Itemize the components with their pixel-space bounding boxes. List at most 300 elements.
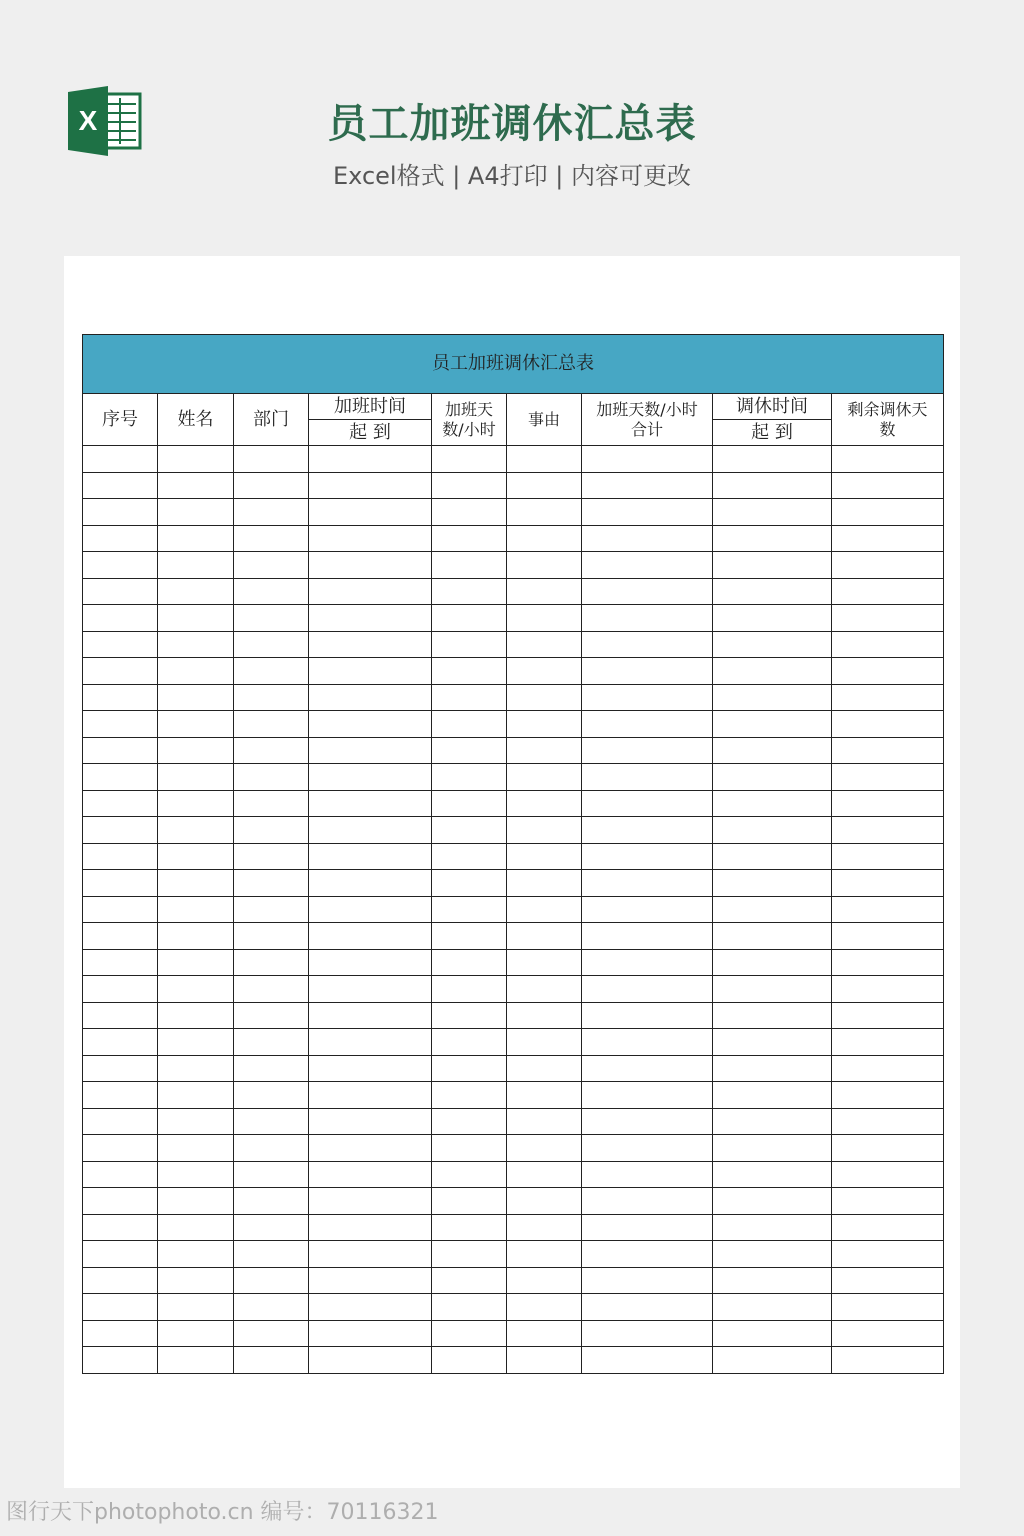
table-cell[interactable]: [832, 790, 944, 817]
table-cell[interactable]: [83, 1294, 158, 1321]
table-cell[interactable]: [582, 1055, 713, 1082]
table-cell[interactable]: [309, 976, 432, 1003]
table-cell[interactable]: [582, 1241, 713, 1268]
table-cell[interactable]: [83, 923, 158, 950]
table-cell[interactable]: [309, 870, 432, 897]
table-cell[interactable]: [83, 499, 158, 526]
table-cell[interactable]: [158, 711, 234, 738]
table-cell[interactable]: [234, 631, 309, 658]
table-cell[interactable]: [309, 1241, 432, 1268]
table-cell[interactable]: [713, 1188, 832, 1215]
table-cell[interactable]: [713, 684, 832, 711]
table-cell[interactable]: [832, 525, 944, 552]
table-cell[interactable]: [432, 817, 507, 844]
table-cell[interactable]: [582, 472, 713, 499]
table-cell[interactable]: [582, 552, 713, 579]
table-cell[interactable]: [309, 499, 432, 526]
table-cell[interactable]: [432, 976, 507, 1003]
table-cell[interactable]: [83, 1002, 158, 1029]
table-cell[interactable]: [234, 552, 309, 579]
table-cell[interactable]: [234, 976, 309, 1003]
table-cell[interactable]: [309, 843, 432, 870]
table-cell[interactable]: [234, 605, 309, 632]
table-cell[interactable]: [507, 472, 582, 499]
table-cell[interactable]: [507, 525, 582, 552]
table-cell[interactable]: [83, 843, 158, 870]
table-cell[interactable]: [309, 1108, 432, 1135]
table-cell[interactable]: [582, 578, 713, 605]
table-cell[interactable]: [713, 1294, 832, 1321]
table-cell[interactable]: [713, 976, 832, 1003]
table-cell[interactable]: [582, 499, 713, 526]
table-cell[interactable]: [582, 1267, 713, 1294]
table-cell[interactable]: [713, 843, 832, 870]
table-cell[interactable]: [507, 552, 582, 579]
table-cell[interactable]: [713, 1002, 832, 1029]
table-cell[interactable]: [832, 976, 944, 1003]
table-cell[interactable]: [158, 1082, 234, 1109]
table-cell[interactable]: [234, 1161, 309, 1188]
table-cell[interactable]: [832, 1161, 944, 1188]
table-cell[interactable]: [432, 843, 507, 870]
table-cell[interactable]: [309, 949, 432, 976]
table-cell[interactable]: [507, 1241, 582, 1268]
table-cell[interactable]: [309, 605, 432, 632]
table-cell[interactable]: [713, 1055, 832, 1082]
table-cell[interactable]: [158, 949, 234, 976]
table-cell[interactable]: [234, 1082, 309, 1109]
table-cell[interactable]: [158, 1347, 234, 1374]
table-cell[interactable]: [507, 764, 582, 791]
table-cell[interactable]: [582, 1135, 713, 1162]
table-cell[interactable]: [432, 1320, 507, 1347]
table-cell[interactable]: [83, 870, 158, 897]
table-cell[interactable]: [309, 684, 432, 711]
table-cell[interactable]: [507, 1347, 582, 1374]
table-cell[interactable]: [713, 870, 832, 897]
table-cell[interactable]: [234, 764, 309, 791]
table-cell[interactable]: [83, 711, 158, 738]
table-cell[interactable]: [309, 1188, 432, 1215]
table-cell[interactable]: [234, 923, 309, 950]
table-cell[interactable]: [582, 446, 713, 473]
table-cell[interactable]: [309, 923, 432, 950]
table-cell[interactable]: [507, 790, 582, 817]
table-cell[interactable]: [582, 870, 713, 897]
table-cell[interactable]: [713, 605, 832, 632]
table-cell[interactable]: [83, 737, 158, 764]
table-cell[interactable]: [582, 1347, 713, 1374]
table-cell[interactable]: [158, 923, 234, 950]
table-cell[interactable]: [83, 1161, 158, 1188]
table-cell[interactable]: [582, 1082, 713, 1109]
table-cell[interactable]: [158, 1002, 234, 1029]
table-cell[interactable]: [234, 1188, 309, 1215]
table-cell[interactable]: [507, 605, 582, 632]
table-cell[interactable]: [83, 631, 158, 658]
table-cell[interactable]: [234, 446, 309, 473]
table-cell[interactable]: [507, 446, 582, 473]
table-cell[interactable]: [83, 764, 158, 791]
table-cell[interactable]: [832, 658, 944, 685]
table-cell[interactable]: [234, 525, 309, 552]
table-cell[interactable]: [507, 1188, 582, 1215]
table-cell[interactable]: [582, 1214, 713, 1241]
table-cell[interactable]: [832, 1135, 944, 1162]
table-cell[interactable]: [832, 1241, 944, 1268]
table-cell[interactable]: [234, 658, 309, 685]
table-cell[interactable]: [158, 1320, 234, 1347]
table-cell[interactable]: [713, 525, 832, 552]
table-cell[interactable]: [713, 578, 832, 605]
table-cell[interactable]: [158, 472, 234, 499]
table-cell[interactable]: [158, 658, 234, 685]
table-cell[interactable]: [832, 552, 944, 579]
table-cell[interactable]: [432, 1214, 507, 1241]
table-cell[interactable]: [582, 737, 713, 764]
table-cell[interactable]: [309, 1214, 432, 1241]
table-cell[interactable]: [158, 684, 234, 711]
table-cell[interactable]: [507, 1267, 582, 1294]
table-cell[interactable]: [432, 1002, 507, 1029]
table-cell[interactable]: [507, 1294, 582, 1321]
table-cell[interactable]: [83, 896, 158, 923]
table-cell[interactable]: [832, 684, 944, 711]
table-cell[interactable]: [234, 499, 309, 526]
table-cell[interactable]: [832, 764, 944, 791]
table-cell[interactable]: [507, 578, 582, 605]
table-cell[interactable]: [832, 737, 944, 764]
table-cell[interactable]: [582, 525, 713, 552]
table-cell[interactable]: [832, 870, 944, 897]
table-cell[interactable]: [309, 1029, 432, 1056]
table-cell[interactable]: [507, 631, 582, 658]
table-cell[interactable]: [713, 764, 832, 791]
table-cell[interactable]: [309, 1135, 432, 1162]
table-cell[interactable]: [158, 1161, 234, 1188]
table-cell[interactable]: [582, 631, 713, 658]
table-cell[interactable]: [83, 817, 158, 844]
table-cell[interactable]: [713, 1347, 832, 1374]
table-cell[interactable]: [582, 976, 713, 1003]
table-cell[interactable]: [234, 472, 309, 499]
table-cell[interactable]: [507, 870, 582, 897]
table-cell[interactable]: [832, 1214, 944, 1241]
table-cell[interactable]: [582, 1161, 713, 1188]
table-cell[interactable]: [309, 896, 432, 923]
table-cell[interactable]: [309, 711, 432, 738]
table-cell[interactable]: [83, 1029, 158, 1056]
table-cell[interactable]: [432, 1055, 507, 1082]
table-cell[interactable]: [309, 1055, 432, 1082]
table-cell[interactable]: [158, 1055, 234, 1082]
table-cell[interactable]: [713, 1267, 832, 1294]
table-cell[interactable]: [83, 1214, 158, 1241]
table-cell[interactable]: [713, 658, 832, 685]
table-cell[interactable]: [507, 1029, 582, 1056]
table-cell[interactable]: [83, 1241, 158, 1268]
table-cell[interactable]: [432, 896, 507, 923]
table-cell[interactable]: [309, 790, 432, 817]
table-cell[interactable]: [158, 1241, 234, 1268]
table-cell[interactable]: [713, 446, 832, 473]
table-cell[interactable]: [158, 525, 234, 552]
table-cell[interactable]: [83, 605, 158, 632]
table-cell[interactable]: [582, 896, 713, 923]
table-cell[interactable]: [832, 446, 944, 473]
table-cell[interactable]: [234, 1214, 309, 1241]
table-cell[interactable]: [432, 1029, 507, 1056]
table-cell[interactable]: [432, 1267, 507, 1294]
table-cell[interactable]: [507, 499, 582, 526]
table-cell[interactable]: [158, 1029, 234, 1056]
table-cell[interactable]: [158, 1294, 234, 1321]
table-cell[interactable]: [713, 790, 832, 817]
table-cell[interactable]: [713, 1161, 832, 1188]
table-cell[interactable]: [158, 578, 234, 605]
table-cell[interactable]: [507, 1082, 582, 1109]
table-cell[interactable]: [158, 1267, 234, 1294]
table-cell[interactable]: [832, 1082, 944, 1109]
table-cell[interactable]: [832, 923, 944, 950]
table-cell[interactable]: [832, 1347, 944, 1374]
table-cell[interactable]: [158, 631, 234, 658]
table-cell[interactable]: [832, 631, 944, 658]
table-cell[interactable]: [832, 949, 944, 976]
table-cell[interactable]: [432, 605, 507, 632]
table-cell[interactable]: [432, 578, 507, 605]
table-cell[interactable]: [582, 1320, 713, 1347]
table-cell[interactable]: [234, 949, 309, 976]
table-cell[interactable]: [432, 631, 507, 658]
table-cell[interactable]: [713, 499, 832, 526]
table-cell[interactable]: [309, 1082, 432, 1109]
table-cell[interactable]: [582, 764, 713, 791]
table-cell[interactable]: [309, 1347, 432, 1374]
table-cell[interactable]: [432, 949, 507, 976]
table-cell[interactable]: [582, 605, 713, 632]
table-cell[interactable]: [582, 949, 713, 976]
table-cell[interactable]: [83, 1108, 158, 1135]
table-cell[interactable]: [832, 843, 944, 870]
table-cell[interactable]: [713, 896, 832, 923]
table-cell[interactable]: [832, 711, 944, 738]
table-cell[interactable]: [432, 1082, 507, 1109]
table-cell[interactable]: [582, 711, 713, 738]
table-cell[interactable]: [158, 499, 234, 526]
table-cell[interactable]: [83, 949, 158, 976]
table-cell[interactable]: [158, 790, 234, 817]
table-cell[interactable]: [234, 1002, 309, 1029]
table-cell[interactable]: [832, 578, 944, 605]
table-cell[interactable]: [158, 843, 234, 870]
table-cell[interactable]: [158, 764, 234, 791]
table-cell[interactable]: [83, 1320, 158, 1347]
table-cell[interactable]: [158, 1188, 234, 1215]
table-cell[interactable]: [507, 896, 582, 923]
table-cell[interactable]: [309, 658, 432, 685]
table-cell[interactable]: [432, 1135, 507, 1162]
table-cell[interactable]: [507, 817, 582, 844]
table-cell[interactable]: [83, 578, 158, 605]
table-cell[interactable]: [234, 711, 309, 738]
table-cell[interactable]: [832, 1267, 944, 1294]
table-cell[interactable]: [234, 870, 309, 897]
table-cell[interactable]: [309, 578, 432, 605]
table-cell[interactable]: [582, 1029, 713, 1056]
table-cell[interactable]: [582, 684, 713, 711]
table-cell[interactable]: [83, 525, 158, 552]
table-cell[interactable]: [713, 923, 832, 950]
table-cell[interactable]: [309, 631, 432, 658]
table-cell[interactable]: [432, 1241, 507, 1268]
table-cell[interactable]: [507, 1002, 582, 1029]
table-cell[interactable]: [234, 1108, 309, 1135]
table-cell[interactable]: [507, 976, 582, 1003]
table-cell[interactable]: [713, 817, 832, 844]
table-cell[interactable]: [309, 1267, 432, 1294]
table-cell[interactable]: [158, 870, 234, 897]
table-cell[interactable]: [432, 525, 507, 552]
table-cell[interactable]: [234, 790, 309, 817]
table-cell[interactable]: [713, 1135, 832, 1162]
table-cell[interactable]: [832, 1002, 944, 1029]
table-cell[interactable]: [309, 1294, 432, 1321]
table-cell[interactable]: [432, 1161, 507, 1188]
table-cell[interactable]: [83, 976, 158, 1003]
table-cell[interactable]: [83, 1135, 158, 1162]
table-cell[interactable]: [582, 790, 713, 817]
table-cell[interactable]: [309, 1161, 432, 1188]
table-cell[interactable]: [158, 817, 234, 844]
table-cell[interactable]: [432, 790, 507, 817]
table-cell[interactable]: [234, 737, 309, 764]
table-cell[interactable]: [309, 552, 432, 579]
table-cell[interactable]: [432, 1347, 507, 1374]
table-cell[interactable]: [234, 1347, 309, 1374]
table-cell[interactable]: [582, 1294, 713, 1321]
table-cell[interactable]: [432, 870, 507, 897]
table-cell[interactable]: [832, 1029, 944, 1056]
table-cell[interactable]: [234, 896, 309, 923]
table-cell[interactable]: [582, 923, 713, 950]
table-cell[interactable]: [83, 658, 158, 685]
table-cell[interactable]: [507, 1108, 582, 1135]
table-cell[interactable]: [234, 1320, 309, 1347]
table-cell[interactable]: [713, 631, 832, 658]
table-cell[interactable]: [432, 1294, 507, 1321]
table-cell[interactable]: [832, 1294, 944, 1321]
table-cell[interactable]: [432, 711, 507, 738]
table-cell[interactable]: [83, 552, 158, 579]
table-cell[interactable]: [234, 578, 309, 605]
table-cell[interactable]: [83, 1347, 158, 1374]
table-cell[interactable]: [158, 552, 234, 579]
table-cell[interactable]: [582, 1188, 713, 1215]
table-cell[interactable]: [234, 1029, 309, 1056]
table-cell[interactable]: [83, 1055, 158, 1082]
table-cell[interactable]: [713, 1241, 832, 1268]
table-cell[interactable]: [83, 472, 158, 499]
table-cell[interactable]: [83, 1267, 158, 1294]
table-cell[interactable]: [832, 1188, 944, 1215]
table-cell[interactable]: [309, 472, 432, 499]
table-cell[interactable]: [432, 684, 507, 711]
table-cell[interactable]: [234, 1135, 309, 1162]
table-cell[interactable]: [832, 896, 944, 923]
table-cell[interactable]: [832, 472, 944, 499]
table-cell[interactable]: [832, 499, 944, 526]
table-cell[interactable]: [832, 1320, 944, 1347]
table-cell[interactable]: [432, 764, 507, 791]
table-cell[interactable]: [713, 1108, 832, 1135]
table-cell[interactable]: [309, 764, 432, 791]
table-cell[interactable]: [158, 1214, 234, 1241]
table-cell[interactable]: [158, 976, 234, 1003]
table-cell[interactable]: [83, 446, 158, 473]
table-cell[interactable]: [309, 446, 432, 473]
table-cell[interactable]: [432, 1108, 507, 1135]
table-cell[interactable]: [582, 658, 713, 685]
table-cell[interactable]: [507, 684, 582, 711]
table-cell[interactable]: [309, 817, 432, 844]
table-cell[interactable]: [507, 1135, 582, 1162]
table-cell[interactable]: [432, 737, 507, 764]
table-cell[interactable]: [234, 684, 309, 711]
table-cell[interactable]: [507, 923, 582, 950]
table-cell[interactable]: [507, 658, 582, 685]
table-cell[interactable]: [507, 1161, 582, 1188]
table-cell[interactable]: [309, 525, 432, 552]
table-cell[interactable]: [309, 1002, 432, 1029]
table-cell[interactable]: [158, 737, 234, 764]
table-cell[interactable]: [432, 1188, 507, 1215]
table-cell[interactable]: [158, 605, 234, 632]
table-cell[interactable]: [507, 711, 582, 738]
table-cell[interactable]: [582, 843, 713, 870]
table-cell[interactable]: [432, 446, 507, 473]
table-cell[interactable]: [507, 949, 582, 976]
table-cell[interactable]: [832, 1055, 944, 1082]
table-cell[interactable]: [158, 1108, 234, 1135]
table-cell[interactable]: [432, 499, 507, 526]
table-cell[interactable]: [582, 1108, 713, 1135]
table-cell[interactable]: [507, 843, 582, 870]
table-cell[interactable]: [432, 923, 507, 950]
table-cell[interactable]: [832, 1108, 944, 1135]
table-cell[interactable]: [158, 896, 234, 923]
table-cell[interactable]: [234, 843, 309, 870]
table-cell[interactable]: [713, 472, 832, 499]
table-cell[interactable]: [832, 817, 944, 844]
table-cell[interactable]: [507, 737, 582, 764]
table-cell[interactable]: [83, 684, 158, 711]
table-cell[interactable]: [234, 1267, 309, 1294]
table-cell[interactable]: [507, 1214, 582, 1241]
table-cell[interactable]: [158, 446, 234, 473]
table-cell[interactable]: [507, 1055, 582, 1082]
table-cell[interactable]: [234, 1055, 309, 1082]
table-cell[interactable]: [432, 472, 507, 499]
table-cell[interactable]: [713, 552, 832, 579]
table-cell[interactable]: [158, 1135, 234, 1162]
table-cell[interactable]: [713, 949, 832, 976]
table-cell[interactable]: [234, 1294, 309, 1321]
table-cell[interactable]: [432, 552, 507, 579]
table-cell[interactable]: [234, 817, 309, 844]
table-cell[interactable]: [582, 1002, 713, 1029]
table-cell[interactable]: [309, 737, 432, 764]
